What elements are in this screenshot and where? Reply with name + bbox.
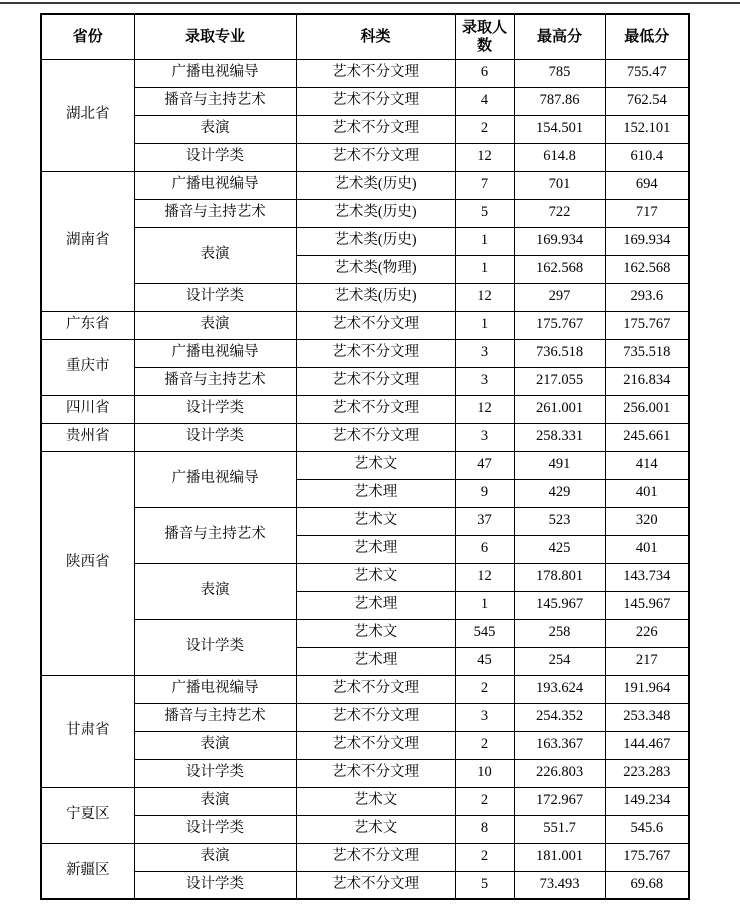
table-row	[41, 871, 689, 899]
table-row	[41, 423, 689, 451]
min-score-cell: 216.834	[605, 367, 689, 395]
min-score-cell: 226	[605, 619, 689, 647]
max-score-cell: 193.624	[514, 675, 605, 703]
major-cell: 广播电视编导	[134, 59, 296, 87]
min-score-cell: 143.734	[605, 563, 689, 591]
max-score-cell: 73.493	[514, 871, 605, 899]
category-cell: 艺术不分文理	[296, 339, 455, 367]
max-score-cell: 217.055	[514, 367, 605, 395]
category-cell: 艺术理	[296, 647, 455, 675]
header-max-score: 最高分	[514, 14, 605, 59]
province-cell: 甘肃省	[41, 675, 134, 787]
max-score-cell: 258.331	[514, 423, 605, 451]
table-row	[41, 619, 689, 647]
major-cell: 设计学类	[134, 619, 296, 675]
table-row	[41, 843, 689, 871]
count-cell: 2	[455, 675, 514, 703]
min-score-cell: 610.4	[605, 143, 689, 171]
table-row	[41, 507, 689, 535]
max-score-cell: 523	[514, 507, 605, 535]
category-cell: 艺术类(历史)	[296, 171, 455, 199]
min-score-cell: 152.101	[605, 115, 689, 143]
min-score-cell: 545.6	[605, 815, 689, 843]
table-row	[41, 143, 689, 171]
count-cell: 6	[455, 59, 514, 87]
count-cell: 2	[455, 115, 514, 143]
major-cell: 设计学类	[134, 143, 296, 171]
major-cell: 广播电视编导	[134, 451, 296, 507]
max-score-cell: 178.801	[514, 563, 605, 591]
max-score-cell: 172.967	[514, 787, 605, 815]
table-row	[41, 563, 689, 591]
table-row	[41, 675, 689, 703]
province-cell: 湖南省	[41, 171, 134, 311]
min-score-cell: 145.967	[605, 591, 689, 619]
header-count: 录取人数	[455, 14, 514, 59]
province-cell: 广东省	[41, 311, 134, 339]
table-row	[41, 59, 689, 87]
count-cell: 12	[455, 143, 514, 171]
category-cell: 艺术理	[296, 479, 455, 507]
max-score-cell: 785	[514, 59, 605, 87]
major-cell: 播音与主持艺术	[134, 199, 296, 227]
min-score-cell: 735.518	[605, 339, 689, 367]
max-score-cell: 175.767	[514, 311, 605, 339]
count-cell: 1	[455, 255, 514, 283]
major-cell: 播音与主持艺术	[134, 367, 296, 395]
category-cell: 艺术不分文理	[296, 395, 455, 423]
category-cell: 艺术不分文理	[296, 423, 455, 451]
category-cell: 艺术不分文理	[296, 843, 455, 871]
province-cell: 重庆市	[41, 339, 134, 395]
count-cell: 2	[455, 731, 514, 759]
table-row	[41, 703, 689, 731]
header-major: 录取专业	[134, 14, 296, 59]
count-cell: 545	[455, 619, 514, 647]
major-cell: 广播电视编导	[134, 339, 296, 367]
min-score-cell: 169.934	[605, 227, 689, 255]
min-score-cell: 694	[605, 171, 689, 199]
category-cell: 艺术文	[296, 619, 455, 647]
max-score-cell: 297	[514, 283, 605, 311]
min-score-cell: 401	[605, 535, 689, 563]
table-row	[41, 815, 689, 843]
table-row	[41, 283, 689, 311]
major-cell: 表演	[134, 787, 296, 815]
count-cell: 12	[455, 283, 514, 311]
count-cell: 9	[455, 479, 514, 507]
category-cell: 艺术类(历史)	[296, 199, 455, 227]
province-cell: 陕西省	[41, 451, 134, 675]
count-cell: 5	[455, 871, 514, 899]
table-row	[41, 311, 689, 339]
max-score-cell: 425	[514, 535, 605, 563]
category-cell: 艺术文	[296, 815, 455, 843]
max-score-cell: 145.967	[514, 591, 605, 619]
count-cell: 8	[455, 815, 514, 843]
major-cell: 表演	[134, 227, 296, 283]
min-score-cell: 755.47	[605, 59, 689, 87]
category-cell: 艺术不分文理	[296, 87, 455, 115]
count-cell: 3	[455, 339, 514, 367]
count-cell: 37	[455, 507, 514, 535]
max-score-cell: 722	[514, 199, 605, 227]
header-row	[41, 14, 689, 59]
category-cell: 艺术理	[296, 535, 455, 563]
province-cell: 湖北省	[41, 59, 134, 171]
category-cell: 艺术文	[296, 507, 455, 535]
count-cell: 3	[455, 703, 514, 731]
table-row	[41, 115, 689, 143]
table-row	[41, 171, 689, 199]
min-score-cell: 414	[605, 451, 689, 479]
min-score-cell: 717	[605, 199, 689, 227]
min-score-cell: 162.568	[605, 255, 689, 283]
max-score-cell: 551.7	[514, 815, 605, 843]
category-cell: 艺术不分文理	[296, 115, 455, 143]
min-score-cell: 217	[605, 647, 689, 675]
min-score-cell: 762.54	[605, 87, 689, 115]
table-row	[41, 759, 689, 787]
count-cell: 6	[455, 535, 514, 563]
category-cell: 艺术类(历史)	[296, 283, 455, 311]
max-score-cell: 614.8	[514, 143, 605, 171]
count-cell: 7	[455, 171, 514, 199]
province-cell: 新疆区	[41, 843, 134, 899]
major-cell: 广播电视编导	[134, 675, 296, 703]
major-cell: 表演	[134, 563, 296, 619]
category-cell: 艺术类(历史)	[296, 227, 455, 255]
category-cell: 艺术类(物理)	[296, 255, 455, 283]
category-cell: 艺术不分文理	[296, 759, 455, 787]
category-cell: 艺术不分文理	[296, 703, 455, 731]
major-cell: 设计学类	[134, 395, 296, 423]
major-cell: 设计学类	[134, 423, 296, 451]
count-cell: 12	[455, 563, 514, 591]
max-score-cell: 429	[514, 479, 605, 507]
table-row	[41, 395, 689, 423]
admission-scores-table	[40, 13, 690, 900]
max-score-cell: 226.803	[514, 759, 605, 787]
category-cell: 艺术不分文理	[296, 59, 455, 87]
table-row	[41, 451, 689, 479]
min-score-cell: 191.964	[605, 675, 689, 703]
max-score-cell: 181.001	[514, 843, 605, 871]
table-header	[41, 14, 689, 59]
max-score-cell: 787.86	[514, 87, 605, 115]
table-row	[41, 87, 689, 115]
table-row	[41, 227, 689, 255]
count-cell: 47	[455, 451, 514, 479]
category-cell: 艺术不分文理	[296, 871, 455, 899]
count-cell: 12	[455, 395, 514, 423]
major-cell: 设计学类	[134, 815, 296, 843]
max-score-cell: 162.568	[514, 255, 605, 283]
province-cell: 四川省	[41, 395, 134, 423]
max-score-cell: 254.352	[514, 703, 605, 731]
major-cell: 播音与主持艺术	[134, 87, 296, 115]
max-score-cell: 736.518	[514, 339, 605, 367]
major-cell: 播音与主持艺术	[134, 507, 296, 563]
min-score-cell: 253.348	[605, 703, 689, 731]
category-cell: 艺术不分文理	[296, 143, 455, 171]
table-row	[41, 787, 689, 815]
min-score-cell: 245.661	[605, 423, 689, 451]
count-cell: 1	[455, 311, 514, 339]
min-score-cell: 144.467	[605, 731, 689, 759]
major-cell: 设计学类	[134, 283, 296, 311]
min-score-cell: 149.234	[605, 787, 689, 815]
category-cell: 艺术文	[296, 563, 455, 591]
table-body	[41, 59, 689, 899]
max-score-cell: 261.001	[514, 395, 605, 423]
count-cell: 4	[455, 87, 514, 115]
table-row	[41, 199, 689, 227]
category-cell: 艺术不分文理	[296, 367, 455, 395]
max-score-cell: 169.934	[514, 227, 605, 255]
major-cell: 设计学类	[134, 871, 296, 899]
min-score-cell: 256.001	[605, 395, 689, 423]
table-row	[41, 731, 689, 759]
major-cell: 表演	[134, 731, 296, 759]
min-score-cell: 320	[605, 507, 689, 535]
major-cell: 表演	[134, 843, 296, 871]
category-cell: 艺术理	[296, 591, 455, 619]
table-row	[41, 367, 689, 395]
province-cell: 贵州省	[41, 423, 134, 451]
header-province: 省份	[41, 14, 134, 59]
min-score-cell: 175.767	[605, 843, 689, 871]
category-cell: 艺术文	[296, 787, 455, 815]
min-score-cell: 69.68	[605, 871, 689, 899]
header-category: 科类	[296, 14, 455, 59]
count-cell: 3	[455, 367, 514, 395]
count-cell: 45	[455, 647, 514, 675]
category-cell: 艺术文	[296, 451, 455, 479]
category-cell: 艺术不分文理	[296, 675, 455, 703]
max-score-cell: 154.501	[514, 115, 605, 143]
count-cell: 1	[455, 227, 514, 255]
max-score-cell: 701	[514, 171, 605, 199]
province-cell: 宁夏区	[41, 787, 134, 843]
count-cell: 1	[455, 591, 514, 619]
max-score-cell: 254	[514, 647, 605, 675]
max-score-cell: 163.367	[514, 731, 605, 759]
count-cell: 2	[455, 843, 514, 871]
table-row	[41, 339, 689, 367]
count-cell: 10	[455, 759, 514, 787]
major-cell: 表演	[134, 115, 296, 143]
category-cell: 艺术不分文理	[296, 311, 455, 339]
major-cell: 广播电视编导	[134, 171, 296, 199]
category-cell: 艺术不分文理	[296, 731, 455, 759]
min-score-cell: 401	[605, 479, 689, 507]
major-cell: 播音与主持艺术	[134, 703, 296, 731]
major-cell: 表演	[134, 311, 296, 339]
min-score-cell: 223.283	[605, 759, 689, 787]
min-score-cell: 293.6	[605, 283, 689, 311]
max-score-cell: 491	[514, 451, 605, 479]
count-cell: 3	[455, 423, 514, 451]
major-cell: 设计学类	[134, 759, 296, 787]
min-score-cell: 175.767	[605, 311, 689, 339]
max-score-cell: 258	[514, 619, 605, 647]
header-min-score: 最低分	[605, 14, 689, 59]
count-cell: 2	[455, 787, 514, 815]
count-cell: 5	[455, 199, 514, 227]
page-top-rule	[0, 2, 740, 4]
